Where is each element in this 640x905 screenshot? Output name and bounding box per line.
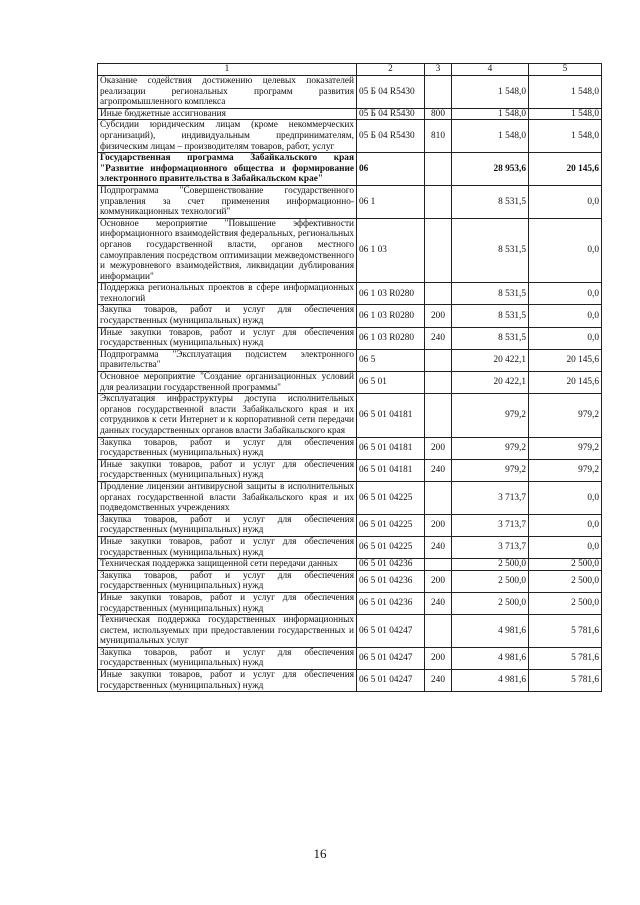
row-value-1-cell: 1 548,0 — [452, 76, 529, 109]
row-value-2-cell: 20 145,6 — [529, 153, 602, 186]
row-name-cell: Закупка товаров, работ и услуг для обеспечения государственных (муниципальных) нужд — [98, 570, 357, 592]
row-type-cell — [425, 481, 452, 514]
row-code-cell: 06 5 01 04181 — [357, 459, 425, 481]
row-name-cell: Эксплуатация инфраструктуры доступа исполнительных органов государственной власти Забайкальского края и их сотрудников к сети Интернет и к корпоративной сети передачи данных государственных органов власти Забайкальского края — [98, 394, 357, 437]
row-value-1-cell: 8 531,5 — [452, 327, 529, 349]
row-code-cell: 06 — [357, 153, 425, 186]
row-value-1-cell: 4 981,6 — [452, 670, 529, 692]
row-type-cell: 240 — [425, 592, 452, 614]
table-row — [98, 394, 602, 437]
row-type-cell — [425, 283, 452, 305]
row-code-cell: 06 5 01 04225 — [357, 536, 425, 558]
row-name-cell: Основное мероприятие "Повышение эффективности информационного взаимодействия федеральных, региональных органов государственной власти, органов местного самоуправления посредством оптимизации межведомственного и межуровневого взаимодействия, ликвидации дублирования информации" — [98, 218, 357, 283]
row-name-cell: Техническая поддержка государственных информационных систем, используемых при предоставлении государственных и муниципальных услуг — [98, 615, 357, 648]
table-row — [98, 481, 602, 514]
row-name-cell: Иные закупки товаров, работ и услуг для обеспечения государственных (муниципальных) нужд — [98, 327, 357, 349]
row-value-2-cell: 5 781,6 — [529, 615, 602, 648]
row-name-cell: Основное мероприятие "Создание организационных условий для реализации государственной программы" — [98, 372, 357, 394]
row-value-1-cell: 8 531,5 — [452, 185, 529, 218]
row-name-cell: Иные закупки товаров, работ и услуг для обеспечения государственных (муниципальных) нужд — [98, 592, 357, 614]
row-name-cell: Закупка товаров, работ и услуг для обеспечения государственных (муниципальных) нужд — [98, 514, 357, 536]
row-value-2-cell: 20 145,6 — [529, 349, 602, 371]
row-type-cell: 810 — [425, 120, 452, 153]
row-code-cell: 06 5 01 — [357, 372, 425, 394]
row-name-cell: Подпрограмма "Эксплуатация подсистем электронного правительства" — [98, 349, 357, 371]
row-type-cell — [425, 372, 452, 394]
row-name-cell: Иные закупки товаров, работ и услуг для обеспечения государственных (муниципальных) нужд — [98, 670, 357, 692]
table-row — [98, 185, 602, 218]
table-row — [98, 218, 602, 283]
row-code-cell: 06 5 01 04181 — [357, 437, 425, 459]
row-type-cell: 240 — [425, 670, 452, 692]
column-header-2: 2 — [357, 64, 425, 76]
row-value-1-cell: 4 981,6 — [452, 615, 529, 648]
row-name-cell: Иные бюджетные ассигнования — [98, 108, 357, 120]
row-name-cell: Государственная программа Забайкальского края "Развитие информационного общества и формирование электронного правительства в Забайкальском крае" — [98, 153, 357, 186]
row-code-cell: 06 5 01 04247 — [357, 670, 425, 692]
row-value-1-cell: 1 548,0 — [452, 120, 529, 153]
row-code-cell: 05 Б 04 R5430 — [357, 76, 425, 109]
row-value-1-cell: 8 531,5 — [452, 305, 529, 327]
row-value-2-cell: 979,2 — [529, 394, 602, 437]
row-type-cell: 240 — [425, 459, 452, 481]
row-code-cell: 06 5 01 04236 — [357, 592, 425, 614]
row-code-cell: 06 1 03 R0280 — [357, 305, 425, 327]
row-type-cell: 800 — [425, 108, 452, 120]
table-row — [98, 349, 602, 371]
row-type-cell — [425, 349, 452, 371]
row-type-cell — [425, 218, 452, 283]
row-value-1-cell: 2 500,0 — [452, 570, 529, 592]
row-value-2-cell: 5 781,6 — [529, 647, 602, 669]
table-row — [98, 615, 602, 648]
row-code-cell: 06 1 03 R0280 — [357, 327, 425, 349]
row-name-cell: Продление лицензии антивирусной защиты в исполнительных органах государственной власти Забайкальского края и их подведомственных учреждениях — [98, 481, 357, 514]
row-value-2-cell: 2 500,0 — [529, 570, 602, 592]
row-value-2-cell: 20 145,6 — [529, 372, 602, 394]
row-value-1-cell: 20 422,1 — [452, 349, 529, 371]
row-type-cell — [425, 559, 452, 571]
row-value-1-cell: 20 422,1 — [452, 372, 529, 394]
row-value-2-cell: 1 548,0 — [529, 120, 602, 153]
row-code-cell: 06 1 03 R0280 — [357, 283, 425, 305]
row-name-cell: Техническая поддержка защищенной сети передачи данных — [98, 559, 357, 571]
table-row — [98, 570, 602, 592]
row-name-cell: Подпрограмма "Совершенствование государственного управления за счет применения информационно-коммуникационных технологий" — [98, 185, 357, 218]
row-value-1-cell: 3 713,7 — [452, 481, 529, 514]
column-header-5: 5 — [529, 64, 602, 76]
table-row — [98, 283, 602, 305]
row-name-cell: Иные закупки товаров, работ и услуг для обеспечения государственных (муниципальных) нужд — [98, 536, 357, 558]
page-number: 16 — [313, 846, 327, 861]
row-type-cell: 200 — [425, 570, 452, 592]
row-value-1-cell: 28 953,6 — [452, 153, 529, 186]
row-name-cell: Поддержка региональных проектов в сфере информационных технологий — [98, 283, 357, 305]
row-name-cell: Закупка товаров, работ и услуг для обеспечения государственных (муниципальных) нужд — [98, 437, 357, 459]
row-value-1-cell: 2 500,0 — [452, 592, 529, 614]
row-code-cell: 06 1 — [357, 185, 425, 218]
row-code-cell: 06 1 03 — [357, 218, 425, 283]
row-name-cell: Закупка товаров, работ и услуг для обеспечения государственных (муниципальных) нужд — [98, 647, 357, 669]
row-type-cell: 200 — [425, 514, 452, 536]
row-code-cell: 06 5 — [357, 349, 425, 371]
row-type-cell: 200 — [425, 647, 452, 669]
row-value-2-cell: 979,2 — [529, 459, 602, 481]
row-type-cell: 240 — [425, 536, 452, 558]
row-type-cell — [425, 394, 452, 437]
table-row — [98, 153, 602, 186]
row-code-cell: 06 5 01 04236 — [357, 570, 425, 592]
row-code-cell: 06 5 01 04225 — [357, 481, 425, 514]
row-value-2-cell: 0,0 — [529, 536, 602, 558]
table-row — [98, 76, 602, 109]
row-name-cell: Закупка товаров, работ и услуг для обеспечения государственных (муниципальных) нужд — [98, 305, 357, 327]
row-name-cell: Субсидии юридическим лицам (кроме некоммерческих организаций), индивидуальным предпринимателям, физическим лицам – производителям товаров, работ, услуг — [98, 120, 357, 153]
row-value-2-cell: 1 548,0 — [529, 76, 602, 109]
row-value-2-cell: 0,0 — [529, 218, 602, 283]
row-code-cell: 05 Б 04 R5430 — [357, 108, 425, 120]
table-row — [98, 459, 602, 481]
row-value-2-cell: 2 500,0 — [529, 592, 602, 614]
row-value-2-cell: 0,0 — [529, 305, 602, 327]
row-code-cell: 06 5 01 04247 — [357, 615, 425, 648]
table-header-row — [98, 64, 602, 76]
row-type-cell: 200 — [425, 305, 452, 327]
table-row — [98, 592, 602, 614]
column-header-1: 1 — [98, 64, 357, 76]
row-value-1-cell: 4 981,6 — [452, 647, 529, 669]
table-row — [98, 327, 602, 349]
row-type-cell — [425, 76, 452, 109]
column-header-4: 4 — [452, 64, 529, 76]
table-row — [98, 372, 602, 394]
row-value-2-cell: 0,0 — [529, 514, 602, 536]
row-value-1-cell: 979,2 — [452, 459, 529, 481]
row-code-cell: 06 5 01 04225 — [357, 514, 425, 536]
row-value-2-cell: 0,0 — [529, 185, 602, 218]
row-value-1-cell: 979,2 — [452, 437, 529, 459]
row-value-1-cell: 3 713,7 — [452, 514, 529, 536]
row-value-2-cell: 5 781,6 — [529, 670, 602, 692]
budget-table-body — [98, 64, 602, 692]
row-code-cell: 06 5 01 04181 — [357, 394, 425, 437]
table-row — [98, 647, 602, 669]
row-type-cell — [425, 153, 452, 186]
row-value-2-cell: 0,0 — [529, 481, 602, 514]
table-row — [98, 108, 602, 120]
row-code-cell: 06 5 01 04236 — [357, 559, 425, 571]
row-name-cell: Оказание содействия достижению целевых показателей реализации региональных программ развития агропромышленного комплекса — [98, 76, 357, 109]
row-type-cell: 240 — [425, 327, 452, 349]
row-value-2-cell: 979,2 — [529, 437, 602, 459]
row-value-2-cell: 0,0 — [529, 327, 602, 349]
row-value-1-cell: 979,2 — [452, 394, 529, 437]
table-row — [98, 536, 602, 558]
row-value-2-cell: 1 548,0 — [529, 108, 602, 120]
table-row — [98, 120, 602, 153]
table-row — [98, 559, 602, 571]
row-value-1-cell: 8 531,5 — [452, 218, 529, 283]
row-value-1-cell: 1 548,0 — [452, 108, 529, 120]
table-row — [98, 437, 602, 459]
row-value-1-cell: 3 713,7 — [452, 536, 529, 558]
row-value-2-cell: 0,0 — [529, 283, 602, 305]
row-code-cell: 05 Б 04 R5430 — [357, 120, 425, 153]
row-value-2-cell: 2 500,0 — [529, 559, 602, 571]
budget-table — [97, 63, 602, 692]
row-type-cell — [425, 615, 452, 648]
row-code-cell: 06 5 01 04247 — [357, 647, 425, 669]
table-row — [98, 305, 602, 327]
row-value-1-cell: 8 531,5 — [452, 283, 529, 305]
table-row — [98, 670, 602, 692]
row-type-cell — [425, 185, 452, 218]
row-type-cell: 200 — [425, 437, 452, 459]
row-name-cell: Иные закупки товаров, работ и услуг для обеспечения государственных (муниципальных) нужд — [98, 459, 357, 481]
column-header-3: 3 — [425, 64, 452, 76]
row-value-1-cell: 2 500,0 — [452, 559, 529, 571]
table-row — [98, 514, 602, 536]
